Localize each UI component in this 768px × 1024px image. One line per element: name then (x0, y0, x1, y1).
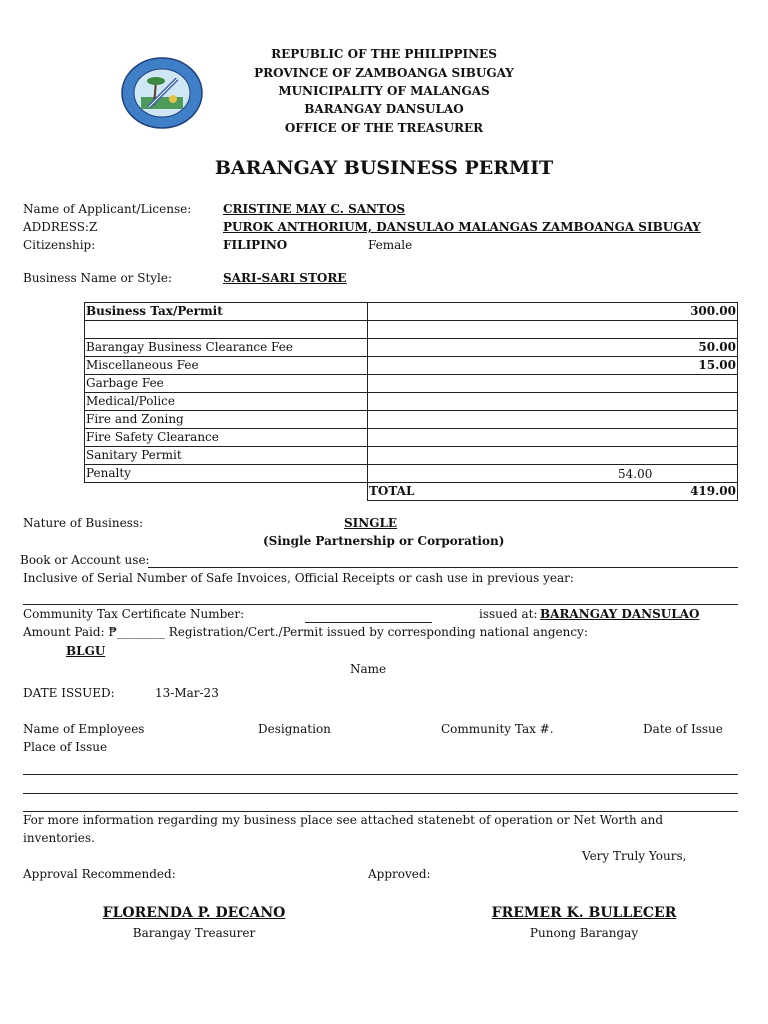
header-barangay: BARANGAY DANSULAO (304, 102, 464, 116)
employees-col-name: Name of Employees (23, 722, 145, 736)
info-text-1: For more information regarding my business place see attached statenebt of operation or Net Worth and (23, 813, 664, 827)
employees-line-1 (23, 774, 738, 775)
fee-amount (368, 411, 738, 429)
signatory-left-name: FLORENDA P. DECANO (102, 905, 286, 921)
fee-amount: 300.00 (368, 303, 738, 321)
header-office: OFFICE OF THE TREASURER (284, 121, 484, 135)
employees-col-ctc: Community Tax #. (441, 722, 554, 736)
approved-label: Approved: (368, 867, 431, 881)
inclusive-label: Inclusive of Serial Number of Safe Invoices, Official Receipts or cash use in previous year: (23, 571, 574, 585)
fee-label: Business Tax/Permit (85, 303, 368, 321)
fee-row (85, 411, 738, 429)
closing-text: Very Truly Yours, (582, 849, 687, 863)
fee-label: Barangay Business Clearance Fee (85, 339, 368, 357)
date-issued-label: DATE ISSUED: (23, 686, 115, 700)
name-label: Name (350, 662, 387, 676)
book-label: Book or Account use: (20, 553, 150, 567)
applicant-name-value: CRISTINE MAY C. SANTOS (223, 202, 406, 216)
info-text-2: inventories. (23, 831, 95, 845)
total-spacer (85, 483, 368, 501)
approval-recommended-label: Approval Recommended: (23, 867, 176, 881)
employees-line-3 (23, 811, 738, 812)
fee-amount (368, 375, 738, 393)
employees-col-designation: Designation (258, 722, 331, 736)
employees-col-date: Date of Issue (643, 722, 723, 736)
employees-col-place: Place of Issue (23, 740, 108, 754)
fee-amount (368, 447, 738, 465)
fee-row (85, 303, 738, 321)
address-value: PUROK ANTHORIUM, DANSULAO MALANGAS ZAMBOANGA SIBUGAY (223, 220, 701, 234)
fee-label: Garbage Fee (85, 375, 368, 393)
fee-row (85, 393, 738, 411)
total-cell (368, 483, 738, 501)
nature-label: Nature of Business: (23, 516, 144, 530)
fee-label (85, 321, 368, 339)
fee-row (85, 321, 738, 339)
citizenship-value: FILIPINO (223, 238, 288, 252)
issued-at-value: BARANGAY DANSULAO (540, 607, 700, 621)
blgu-value: BLGU (66, 644, 106, 658)
sex-value: Female (368, 238, 413, 252)
book-line (148, 567, 738, 568)
penalty-value: 54.00 (618, 467, 653, 481)
employees-line-2 (23, 793, 738, 794)
ctc-label: Community Tax Certificate Number: (23, 607, 245, 621)
fee-row (85, 429, 738, 447)
amount-paid-label: Amount Paid: ₱________ Registration/Cert./Permit issued by corresponding national angency: (23, 625, 588, 639)
signatory-right-title: Punong Barangay (529, 926, 639, 940)
page-title: BARANGAY BUSINESS PERMIT (214, 157, 554, 179)
business-name-value: SARI-SARI STORE (223, 271, 347, 285)
header-municipality: MUNICIPALITY OF MALANGAS (278, 84, 490, 98)
nature-sub: (Single Partnership or Corporation) (263, 534, 505, 548)
signatory-left-title: Barangay Treasurer (132, 926, 256, 940)
header-republic: REPUBLIC OF THE PHILIPPINES (271, 47, 497, 61)
business-name-label: Business Name or Style: (23, 271, 173, 285)
fee-amount: 50.00 (368, 339, 738, 357)
total-value: 419.00 (690, 484, 736, 498)
fee-label: Fire and Zoning (85, 411, 368, 429)
fee-amount (368, 321, 738, 339)
fee-label: Medical/Police (85, 393, 368, 411)
fee-row (85, 357, 738, 375)
fee-label: Sanitary Permit (85, 447, 368, 465)
fee-amount (368, 429, 738, 447)
citizenship-label: Citizenship: (23, 238, 96, 252)
total-label: TOTAL (369, 484, 415, 498)
inclusive-line (23, 604, 738, 605)
fee-row (85, 447, 738, 465)
fee-label: Miscellaneous Fee (85, 357, 368, 375)
address-label: ADDRESS:Z (23, 220, 98, 234)
issued-at-label: issued at: (479, 607, 538, 621)
date-issued-value: 13-Mar-23 (155, 686, 219, 700)
fee-row (85, 339, 738, 357)
nature-value: SINGLE (344, 516, 398, 530)
fee-label: Fire Safety Clearance (85, 429, 368, 447)
ctc-number-line (305, 622, 432, 623)
fee-amount (368, 465, 738, 483)
fee-label: Penalty (85, 465, 368, 483)
fee-row (85, 375, 738, 393)
fee-amount: 15.00 (368, 357, 738, 375)
header-province: PROVINCE OF ZAMBOANGA SIBUGAY (254, 66, 514, 80)
fee-amount (368, 393, 738, 411)
signatory-right-name: FREMER K. BULLECER (491, 905, 677, 921)
total-row (85, 483, 738, 501)
applicant-name-label: Name of Applicant/License: (23, 202, 192, 216)
